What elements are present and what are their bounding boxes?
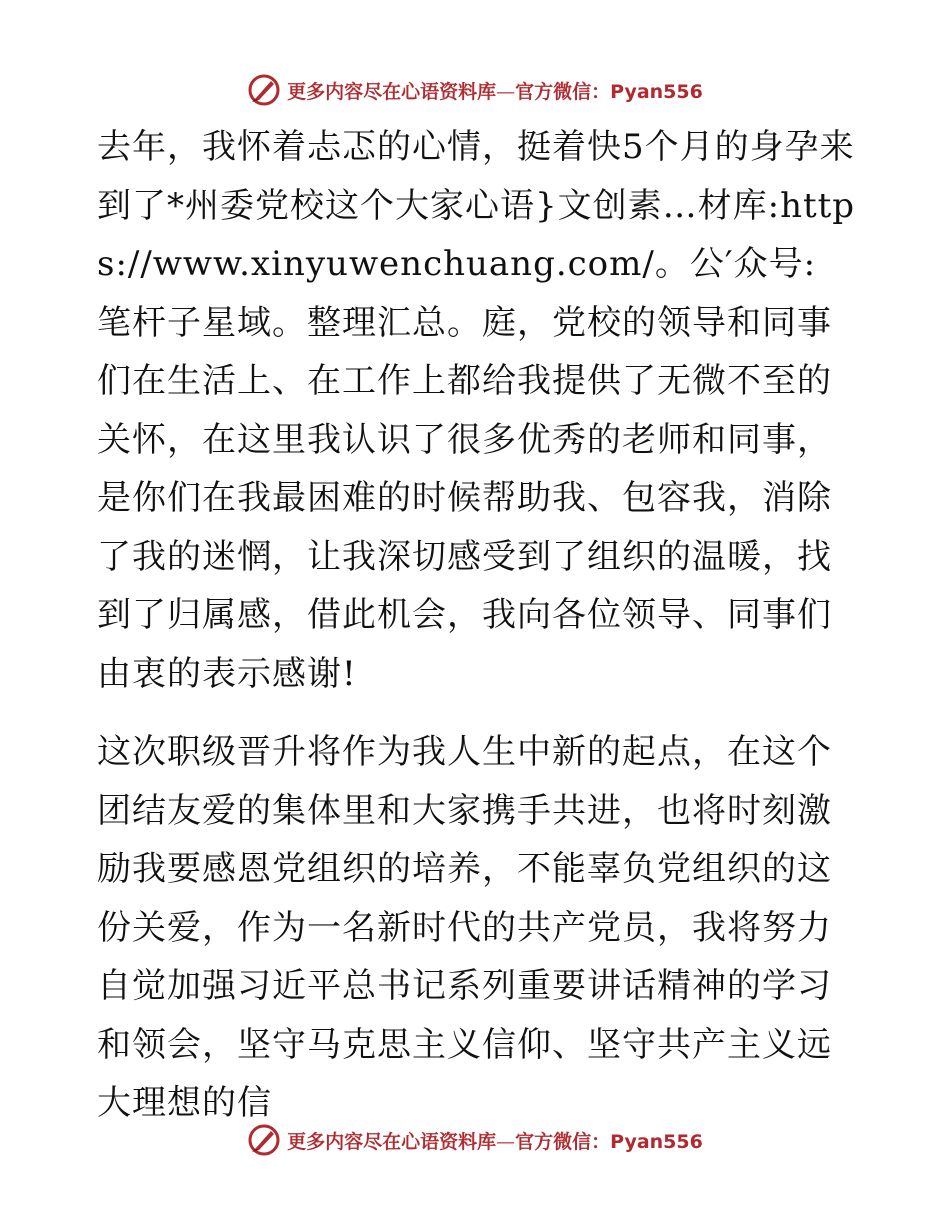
watermark-text — [287, 1127, 703, 1154]
watermark-sub: 官方微信：Pyan556 — [515, 80, 703, 103]
watermark-banner-top — [0, 70, 950, 110]
watermark-main: 更多内容尽在心语资料库 — [287, 1130, 497, 1153]
document-body — [97, 118, 857, 1133]
watermark-separator: — — [496, 80, 516, 103]
watermark-sub: 官方微信：Pyan556 — [515, 1130, 703, 1153]
watermark-main: 更多内容尽在心语资料库 — [287, 80, 497, 103]
quill-logo-icon — [247, 73, 281, 107]
quill-logo-icon — [247, 1123, 281, 1157]
paragraph-1: 去年，我怀着忐忑的心情，挺着快5个月的身孕来到了*州委党校这个大家心语}文创素…材库:https://www.xinyuwenchuang.com/。公′众号: 笔杆子星域。整理汇总。庭，党校的领导和同事们在生活上、在工作上都给我提供了无微不至的关怀，在这里我认识了很多优秀的老师和同事，是你们在我最困难的时候帮助我、包容我，消除了我的迷惘，让我深切感受到了组织的温暖，找到了归属感，借此机会，我向各位领导、同事们由衷的表示感谢! — [97, 127, 856, 694]
watermark-text — [287, 77, 703, 104]
watermark-separator: — — [496, 1130, 516, 1153]
paragraph-2: 这次职级晋升将作为我人生中新的起点，在这个团结友爱的集体里和大家携手共进，也将时刻激励我要感恩党组织的培养，不能辜负党组织的这份关爱，作为一名新时代的共产党员，我将努力自觉加强习近平总书记系列重要讲话精神的学习和领会，坚守马克思主义信仰、坚守共产主义远大理想的信 — [97, 732, 832, 1123]
watermark-banner-bottom — [0, 1120, 950, 1160]
